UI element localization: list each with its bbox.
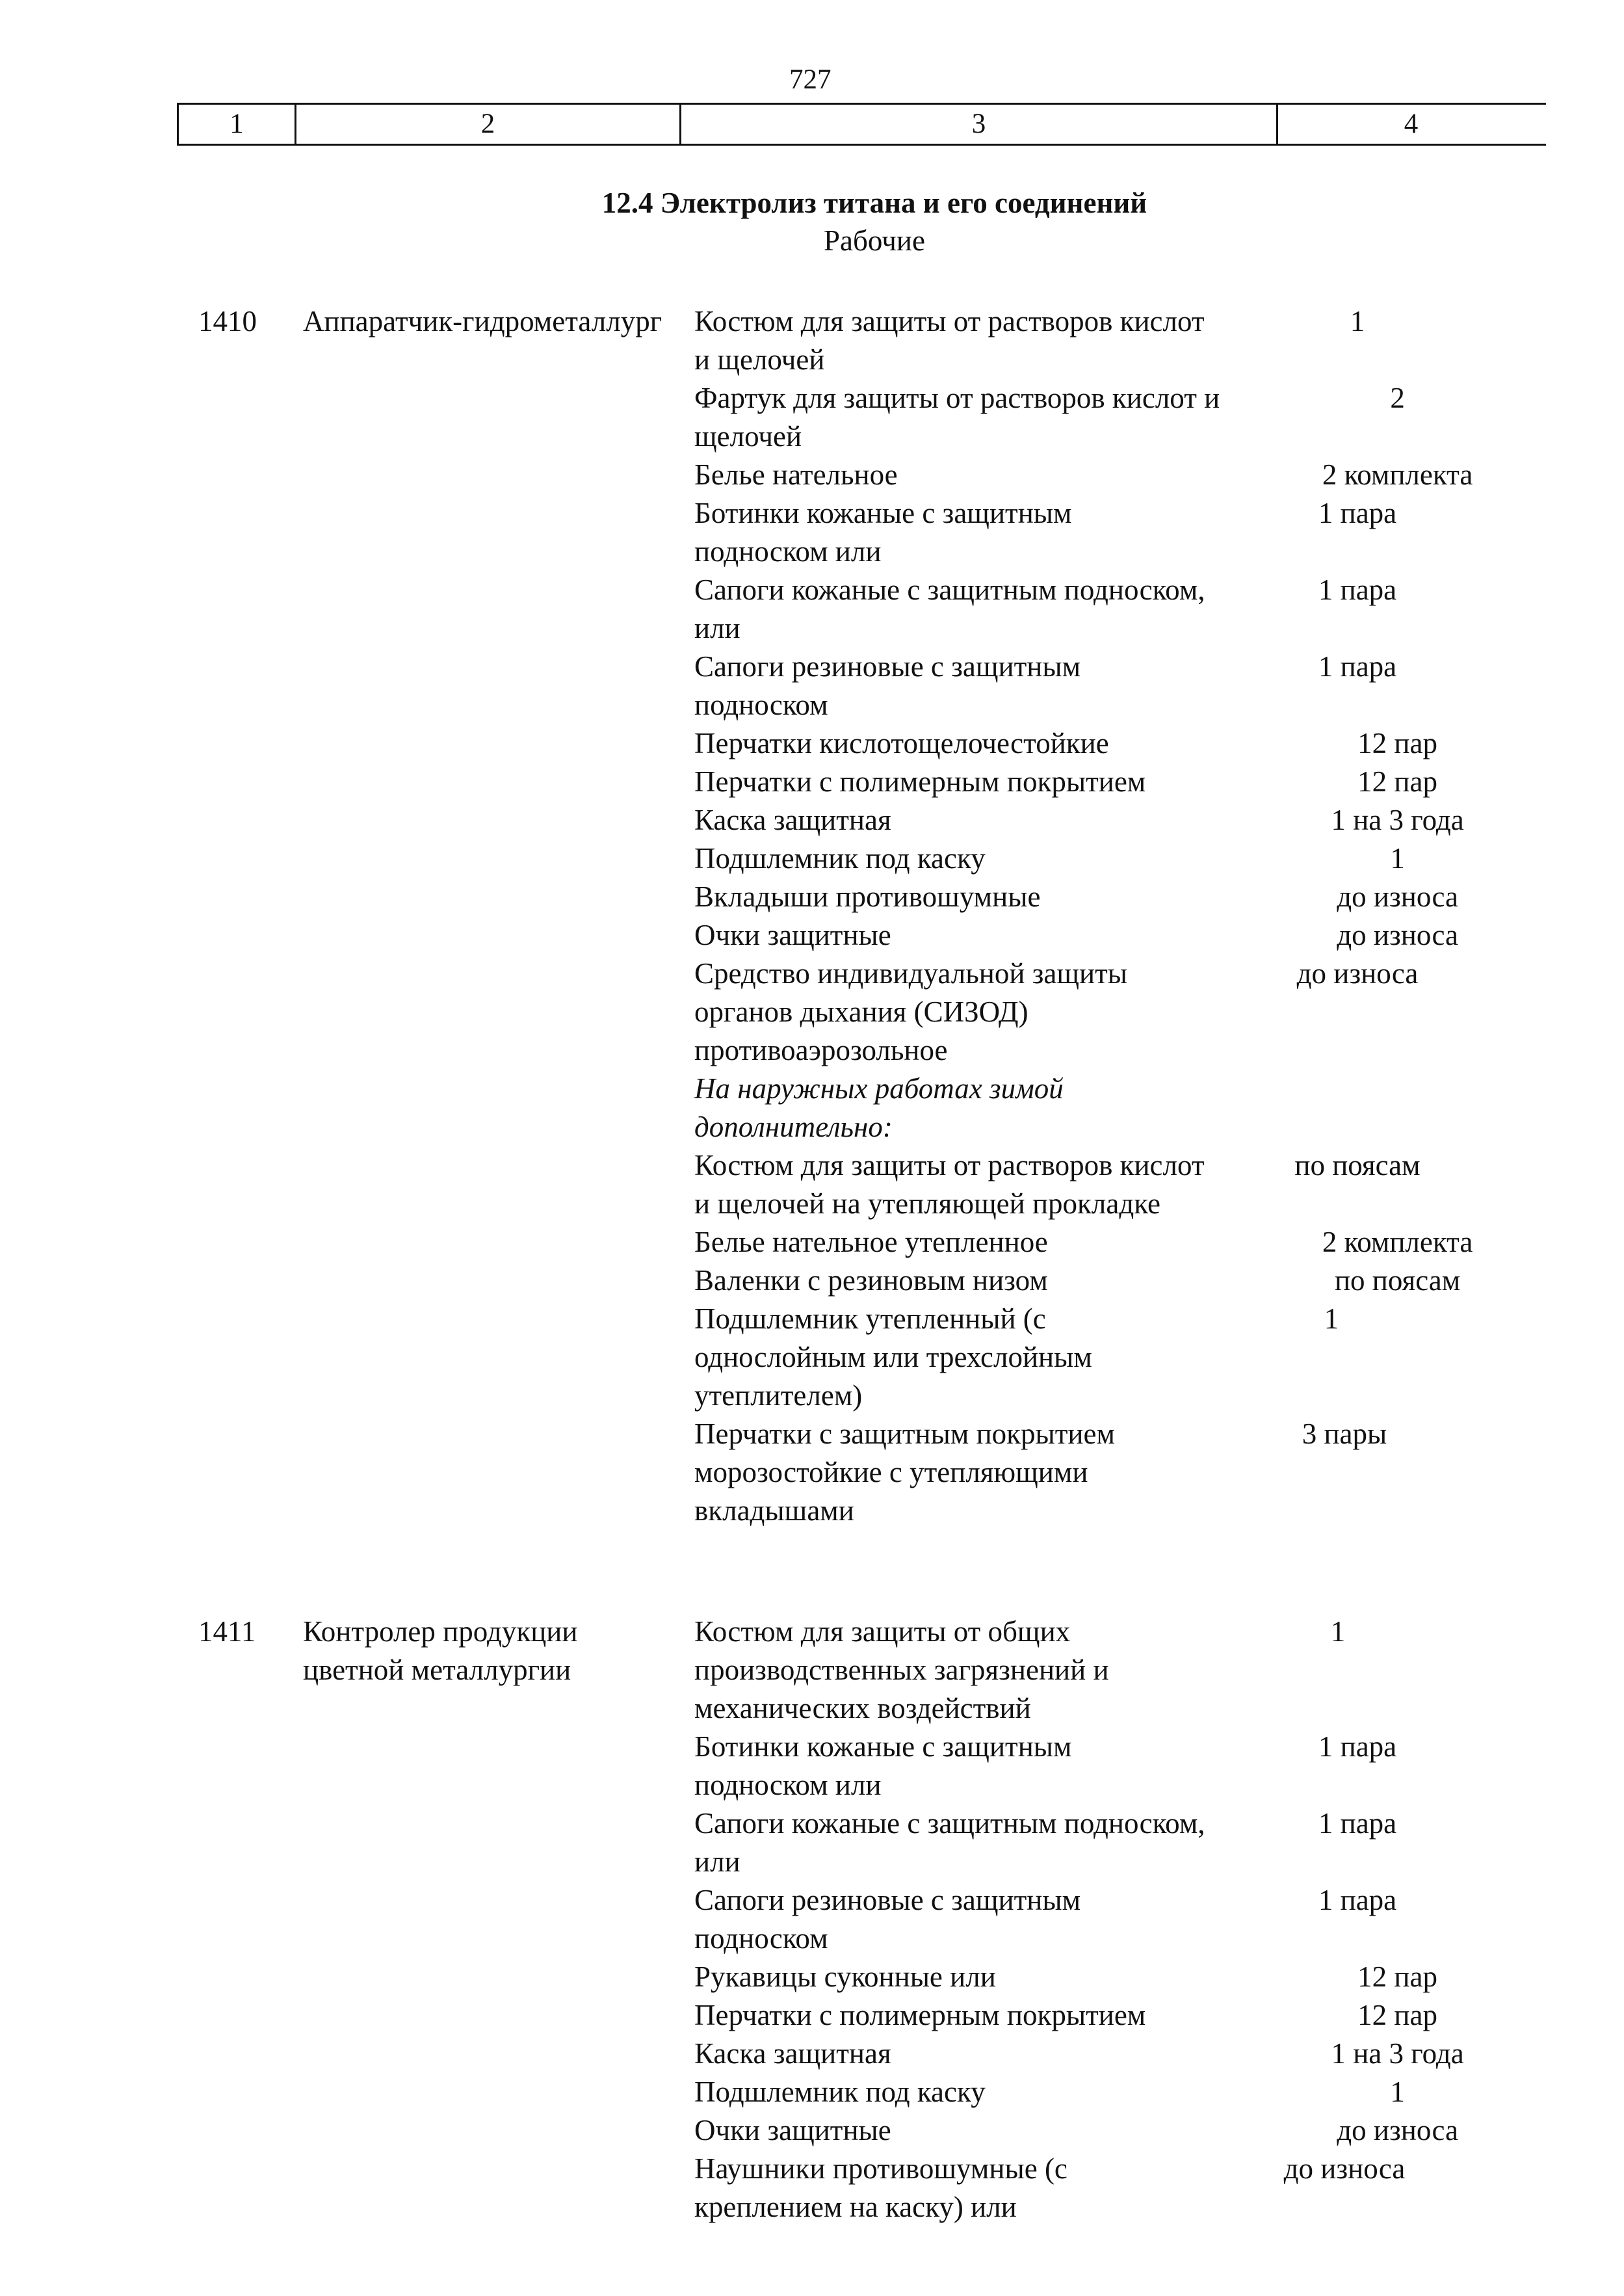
ppe-row xyxy=(694,1728,1526,1804)
ppe-row xyxy=(694,1146,1526,1223)
ppe-item: Подшлемник утепленный (с однослойным или трехслойным утеплителем) xyxy=(694,1302,1092,1412)
ppe-item: Каска защитная xyxy=(694,804,891,836)
ppe-qty: 2 xyxy=(1390,382,1405,414)
ppe-qty: 1 пара xyxy=(1318,1807,1397,1840)
ppe-list xyxy=(694,1613,1526,2226)
ppe-item: Костюм для защиты от общих производственных загрязнений и механических воздействий xyxy=(694,1615,1109,1724)
ppe-item: Белье нательное xyxy=(694,458,898,491)
ppe-qty: 1 пара xyxy=(1318,1884,1397,1916)
ppe-item: Сапоги резиновые с защитным подноском xyxy=(694,650,1081,721)
ppe-qty: 1 xyxy=(1324,1302,1339,1335)
column-header-2: 2 xyxy=(296,105,681,144)
ppe-qty: 1 xyxy=(1350,305,1365,337)
ppe-item: Вкладыши противошумные xyxy=(694,880,1041,913)
ppe-qty: 12 пар xyxy=(1357,727,1437,759)
ppe-item: Сапоги резиновые с защитным подноском xyxy=(694,1884,1081,1955)
ppe-item: Перчатки с полимерным покрытием xyxy=(694,765,1146,798)
ppe-list xyxy=(694,302,1526,1530)
column-header-4: 4 xyxy=(1404,109,1419,139)
ppe-item: Ботинки кожаные с защитным подноском или xyxy=(694,497,1072,568)
ppe-item: Перчатки кислотощелочестойкие xyxy=(694,727,1109,759)
ppe-row xyxy=(694,1804,1526,1881)
ppe-item: Подшлемник под каску xyxy=(694,2076,986,2108)
ppe-qty: по поясам xyxy=(1294,1149,1421,1181)
ppe-qty: до износа xyxy=(1283,2152,1406,2185)
ppe-qty: 1 xyxy=(1390,842,1405,875)
ppe-qty: 1 пара xyxy=(1318,574,1397,606)
ppe-item: Костюм для защиты от растворов кислот и щелочей xyxy=(694,305,1205,376)
ppe-row xyxy=(694,878,1526,916)
entry-code: 1411 xyxy=(198,1615,256,1648)
ppe-row xyxy=(694,2073,1526,2111)
column-header-1: 1 xyxy=(179,105,296,144)
ppe-row xyxy=(694,839,1526,878)
ppe-item: Очки защитные xyxy=(694,919,891,951)
ppe-row xyxy=(694,916,1526,955)
ppe-row xyxy=(694,1958,1526,1996)
ppe-qty: 1 пара xyxy=(1318,1730,1397,1763)
ppe-qty: до износа xyxy=(1296,957,1419,990)
ppe-row xyxy=(694,1881,1526,1958)
ppe-row xyxy=(694,302,1526,379)
ppe-row xyxy=(694,648,1526,724)
ppe-row xyxy=(694,724,1526,763)
ppe-row xyxy=(694,379,1526,456)
column-header-row xyxy=(177,103,1546,146)
entry-code: 1410 xyxy=(198,305,257,337)
ppe-item: Очки защитные xyxy=(694,2114,891,2146)
ppe-item: Каска защитная xyxy=(694,2037,891,2070)
ppe-qty: до износа xyxy=(1337,919,1458,951)
page-number: 727 xyxy=(789,64,832,95)
ppe-item: Рукавицы суконные или xyxy=(694,1960,996,1993)
section-subtitle: Рабочие xyxy=(824,224,925,257)
ppe-qty: до износа xyxy=(1337,880,1458,913)
ppe-item: Подшлемник под каску xyxy=(694,842,986,875)
ppe-row xyxy=(694,1996,1526,2035)
ppe-row xyxy=(694,1223,1526,1261)
ppe-item: Ботинки кожаные с защитным подноском или xyxy=(694,1730,1072,1801)
ppe-row xyxy=(694,2150,1526,2226)
ppe-item: Перчатки с защитным покрытием морозостойкие с утепляющими вкладышами xyxy=(694,1418,1115,1527)
ppe-note-row xyxy=(694,1070,1526,1146)
ppe-item: Белье нательное утепленное xyxy=(694,1226,1048,1258)
ppe-item: Сапоги кожаные с защитным подноском, или xyxy=(694,1807,1205,1878)
ppe-qty: 1 пара xyxy=(1318,650,1397,683)
ppe-row xyxy=(694,763,1526,801)
ppe-qty: 12 пар xyxy=(1357,1999,1437,2031)
ppe-qty: 1 на 3 года xyxy=(1331,804,1464,836)
ppe-row xyxy=(694,494,1526,571)
ppe-note: На наружных работах зимой дополнительно: xyxy=(694,1072,1064,1143)
ppe-item: Перчатки с полимерным покрытием xyxy=(694,1999,1146,2031)
ppe-qty: до износа xyxy=(1337,2114,1458,2146)
ppe-row xyxy=(694,2035,1526,2073)
column-header-3: 3 xyxy=(681,105,1278,144)
profession-name: Аппаратчик-гидрометаллург xyxy=(303,305,662,337)
ppe-qty: 12 пар xyxy=(1357,765,1437,798)
ppe-row xyxy=(694,801,1526,839)
ppe-qty: по поясам xyxy=(1334,1264,1461,1297)
ppe-qty: 2 комплекта xyxy=(1322,1226,1473,1258)
ppe-qty: 12 пар xyxy=(1357,1960,1437,1993)
ppe-qty: 1 xyxy=(1390,2076,1405,2108)
ppe-row xyxy=(694,2111,1526,2150)
ppe-qty: 2 комплекта xyxy=(1322,458,1473,491)
ppe-qty: 1 пара xyxy=(1318,497,1397,529)
ppe-row xyxy=(694,1261,1526,1300)
ppe-row xyxy=(694,1300,1526,1415)
ppe-item: Фартук для защиты от растворов кислот и щелочей xyxy=(694,382,1220,453)
ppe-item: Средство индивидуальной защиты органов дыхания (СИЗОД) противоаэрозольное xyxy=(694,957,1128,1066)
ppe-qty: 1 на 3 года xyxy=(1331,2037,1464,2070)
ppe-row xyxy=(694,1415,1526,1530)
ppe-row xyxy=(694,571,1526,648)
ppe-row xyxy=(694,1613,1526,1728)
ppe-item: Наушники противошумные (с креплением на каску) или xyxy=(694,2152,1067,2223)
ppe-qty: 1 xyxy=(1330,1615,1346,1648)
profession-name: Контролер продукции цветной металлургии xyxy=(303,1615,578,1686)
ppe-item: Сапоги кожаные с защитным подноском, или xyxy=(694,574,1205,644)
ppe-row xyxy=(694,955,1526,1070)
ppe-qty: 3 пары xyxy=(1302,1418,1387,1450)
ppe-item: Костюм для защиты от растворов кислот и щелочей на утепляющей прокладке xyxy=(694,1149,1205,1220)
section-title: 12.4 Электролиз титана и его соединений xyxy=(601,187,1147,219)
ppe-row xyxy=(694,456,1526,494)
ppe-item: Валенки с резиновым низом xyxy=(694,1264,1048,1297)
